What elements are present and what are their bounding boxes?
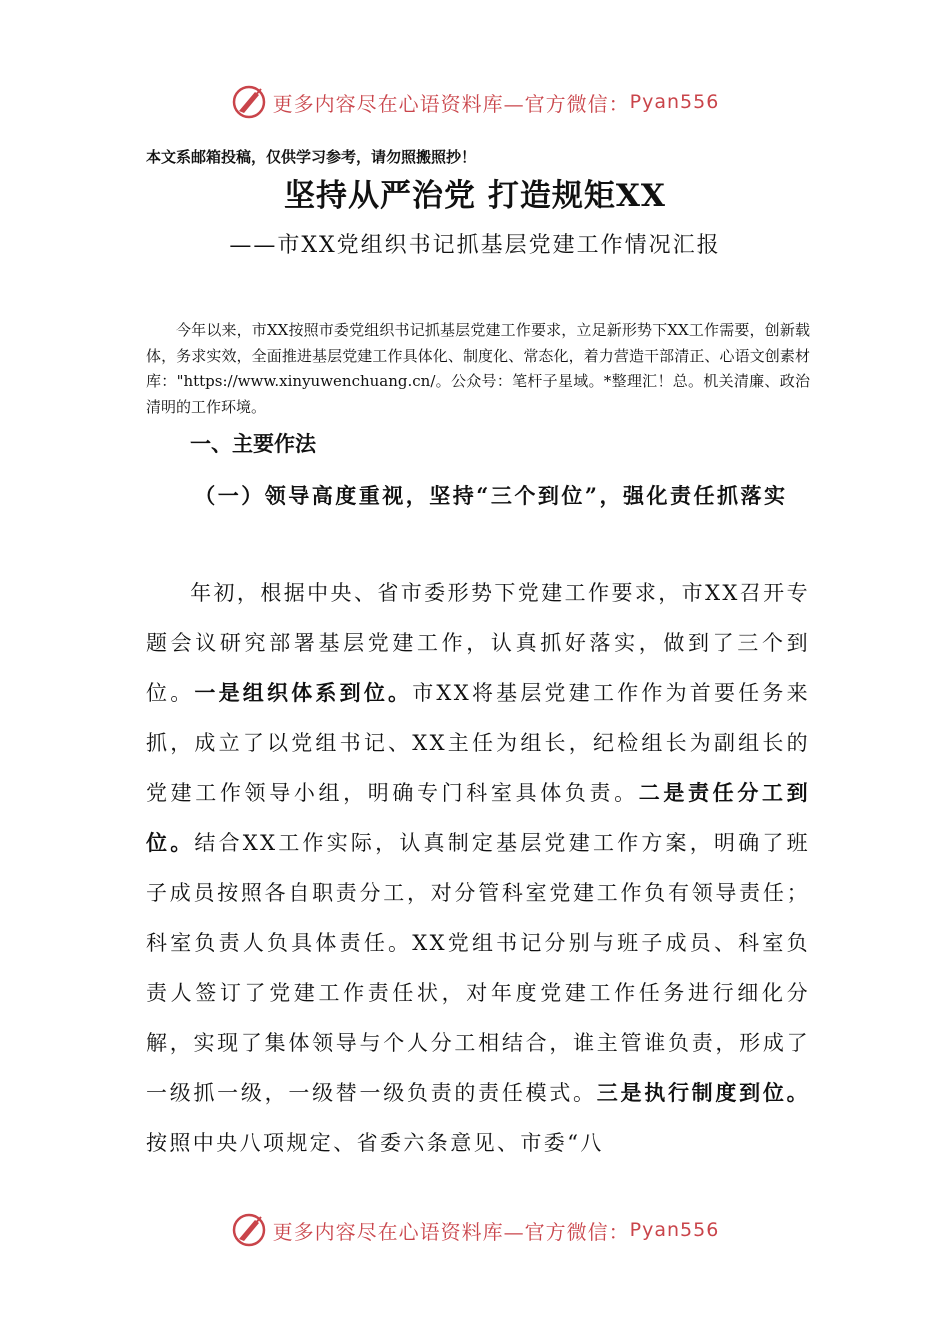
body-text-4: 按照中央八项规定、省委六条意见、市委“八 <box>146 1131 604 1155</box>
body-text-3: 结合XX工作实际，认真制定基层党建工作方案，明确了班子成员按照各自职责分工，对分管科室党建工作负有领导责任；科室负责人负具体责任。XX党组书记分别与班子成员、科室负责人签订了党建工作责任状，对年度党建工作任务进行细化分解，实现了集体领导与个人分工相结合，谁主管谁负责，形成了一级抓一级，一级替一级负责的责任模式。 <box>146 831 810 1105</box>
body-text-2: 市XX将基层党建工作作为首要任务来抓，成立了以党组书记、XX主任为组长，纪检组长为副组长的党建工作领导小组，明确专门科室具体负责。 <box>146 681 810 805</box>
section-heading: 一、主要作法 <box>190 432 316 456</box>
document-title: 坚持从严治党 打造规矩XX <box>284 178 666 214</box>
footer-banner <box>0 1212 950 1248</box>
copyright-notice: 本文系邮箱投稿，仅供学习参考，请勿照搬照抄！ <box>146 148 477 166</box>
document-subtitle: ——市XX党组织书记抓基层党建工作情况汇报 <box>229 233 721 258</box>
body-text-1: 年初，根据中央、省市委形势下党建工作要求，市XX召开专题会议研究部署基层党建工作，认真抓好落实，做到了三个到位。 <box>146 581 810 705</box>
banner-text: 更多内容尽在心语资料库—官方微信： <box>272 91 630 116</box>
subsection-heading: （一）领导高度重视，坚持“三个到位”，强化责任抓落实 <box>194 483 788 508</box>
banner-text: 更多内容尽在心语资料库—官方微信： <box>272 1219 630 1244</box>
banner-wechat-id: Pyan556 <box>629 91 720 113</box>
quill-logo-icon <box>231 84 267 120</box>
quill-logo-icon <box>231 1212 267 1248</box>
header-banner <box>0 84 950 120</box>
key-point-1: 一是组织体系到位。 <box>194 681 413 705</box>
intro-paragraph: 今年以来，市XX按照市委党组织书记抓基层党建工作要求，立足新形势下XX工作需要，创新载体，务求实效，全面推进基层党建工作具体化、制度化、常态化，着力营造干部清正、心语文创素材库："https://www.xinyuwenchuang.cn/。公众号：笔杆子星域。*整理汇！总。机关清廉、政治清明的工作环境。 <box>146 321 810 416</box>
body-paragraph <box>146 568 810 1168</box>
key-point-2: 二是责任分工到位。 <box>146 781 810 855</box>
key-point-3: 三是执行制度到位。 <box>596 1081 810 1105</box>
banner-wechat-id: Pyan556 <box>629 1219 720 1241</box>
